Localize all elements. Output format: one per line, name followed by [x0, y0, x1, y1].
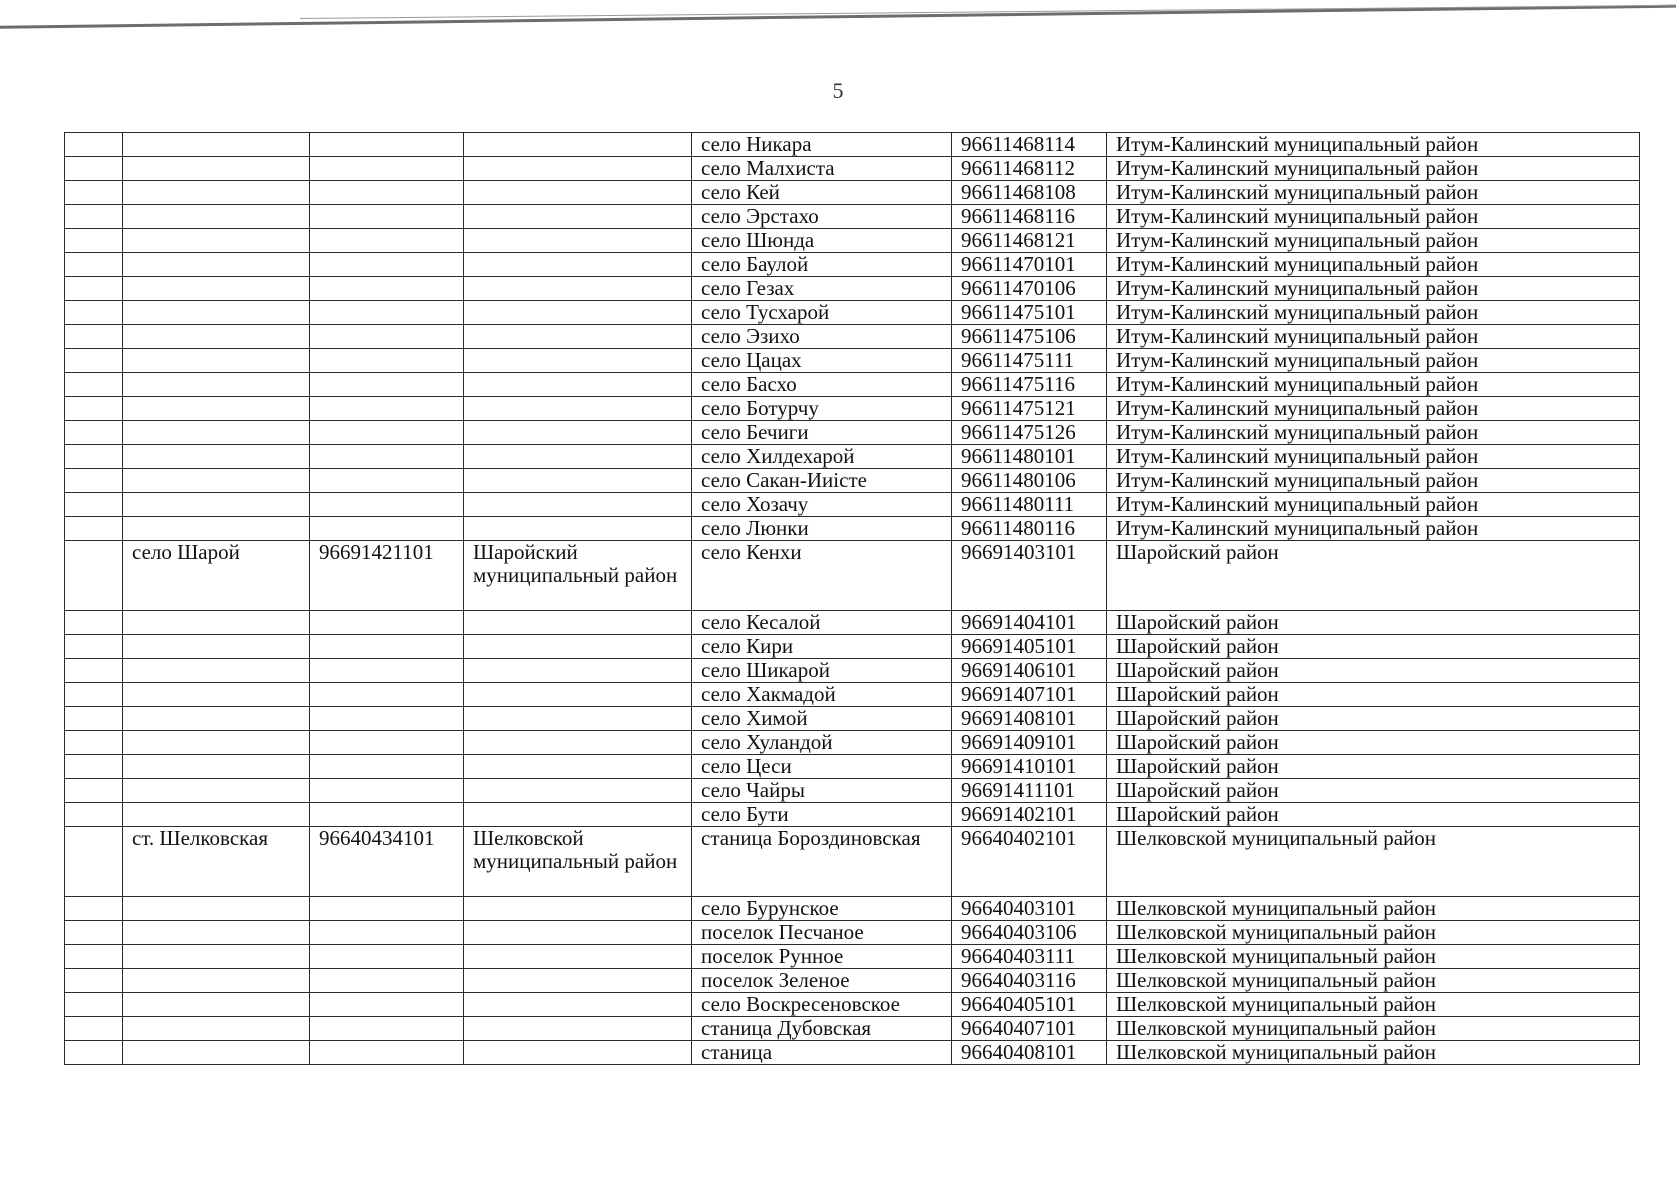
- row-number-cell: [65, 993, 123, 1017]
- settlement-code-cell: 96611480106: [952, 469, 1107, 493]
- admin-center-cell: [123, 517, 310, 541]
- settlement-cell: село Бурунское: [692, 897, 952, 921]
- settlement-cell: село Кенхи: [692, 541, 952, 611]
- district-cell: Шелковской муниципальный район: [1107, 969, 1640, 993]
- district-cell: Итум-Калинский муниципальный район: [1107, 133, 1640, 157]
- admin-center-code-cell: [310, 635, 464, 659]
- table-row: [65, 445, 1640, 469]
- admin-center-cell: [123, 969, 310, 993]
- table-row: [65, 325, 1640, 349]
- admin-center-cell: [123, 1017, 310, 1041]
- municipal-district-cell: [464, 779, 692, 803]
- row-number-cell: [65, 181, 123, 205]
- admin-center-cell: [123, 229, 310, 253]
- settlement-code-cell: 96691409101: [952, 731, 1107, 755]
- admin-center-cell: [123, 779, 310, 803]
- municipal-district-cell: [464, 683, 692, 707]
- municipal-district-cell: Шелковской муниципальный район: [464, 827, 692, 897]
- district-cell: Итум-Калинский муниципальный район: [1107, 421, 1640, 445]
- admin-center-cell: [123, 659, 310, 683]
- table-row: [65, 277, 1640, 301]
- admin-center-code-cell: [310, 397, 464, 421]
- municipal-district-cell: [464, 421, 692, 445]
- admin-center-code-cell: [310, 181, 464, 205]
- row-number-cell: [65, 683, 123, 707]
- table-row: [65, 229, 1640, 253]
- settlement-cell: поселок Зеленое: [692, 969, 952, 993]
- table-row: [65, 253, 1640, 277]
- municipal-district-cell: [464, 945, 692, 969]
- district-cell: Шаройский район: [1107, 755, 1640, 779]
- scan-edge: [0, 0, 1676, 40]
- table-row: [65, 897, 1640, 921]
- settlement-code-cell: 96611475106: [952, 325, 1107, 349]
- row-number-cell: [65, 469, 123, 493]
- district-cell: Итум-Калинский муниципальный район: [1107, 229, 1640, 253]
- settlement-cell: село Сакан-Ииiсте: [692, 469, 952, 493]
- settlement-code-cell: 96611475121: [952, 397, 1107, 421]
- row-number-cell: [65, 517, 123, 541]
- district-cell: Шаройский район: [1107, 611, 1640, 635]
- admin-center-cell: [123, 469, 310, 493]
- settlement-cell: село Кесалой: [692, 611, 952, 635]
- row-number-cell: [65, 945, 123, 969]
- settlement-code-cell: 96691403101: [952, 541, 1107, 611]
- table-row: [65, 921, 1640, 945]
- admin-center-code-cell: [310, 1041, 464, 1065]
- admin-center-cell: [123, 325, 310, 349]
- settlement-cell: село Хакмадой: [692, 683, 952, 707]
- row-number-cell: [65, 969, 123, 993]
- settlement-code-cell: 96691402101: [952, 803, 1107, 827]
- table-row: [65, 133, 1640, 157]
- admin-center-code-cell: [310, 325, 464, 349]
- settlement-code-cell: 96640405101: [952, 993, 1107, 1017]
- settlement-cell: село Хозачу: [692, 493, 952, 517]
- admin-center-cell: [123, 445, 310, 469]
- settlement-cell: село Бечиги: [692, 421, 952, 445]
- admin-center-code-cell: [310, 707, 464, 731]
- admin-center-code-cell: [310, 1017, 464, 1041]
- admin-center-code-cell: [310, 993, 464, 1017]
- settlement-cell: село Кири: [692, 635, 952, 659]
- settlement-code-cell: 96691407101: [952, 683, 1107, 707]
- municipal-district-cell: [464, 181, 692, 205]
- district-cell: Шелковской муниципальный район: [1107, 1041, 1640, 1065]
- district-cell: Шаройский район: [1107, 541, 1640, 611]
- settlement-code-cell: 96640408101: [952, 1041, 1107, 1065]
- settlement-code-cell: 96611468114: [952, 133, 1107, 157]
- admin-center-cell: [123, 421, 310, 445]
- district-cell: Шелковской муниципальный район: [1107, 897, 1640, 921]
- admin-center-cell: [123, 635, 310, 659]
- municipal-district-cell: [464, 277, 692, 301]
- table-body: [65, 133, 1640, 1065]
- admin-center-code-cell: [310, 755, 464, 779]
- row-number-cell: [65, 277, 123, 301]
- settlement-cell: поселок Рунное: [692, 945, 952, 969]
- settlement-code-cell: 96611480116: [952, 517, 1107, 541]
- row-number-cell: [65, 707, 123, 731]
- municipal-district-cell: [464, 921, 692, 945]
- row-number-cell: [65, 635, 123, 659]
- admin-center-cell: [123, 349, 310, 373]
- district-cell: Итум-Калинский муниципальный район: [1107, 373, 1640, 397]
- settlement-cell: село Шюнда: [692, 229, 952, 253]
- settlement-code-cell: 96611475111: [952, 349, 1107, 373]
- admin-center-cell: [123, 707, 310, 731]
- district-cell: Шаройский район: [1107, 683, 1640, 707]
- settlement-code-cell: 96640403101: [952, 897, 1107, 921]
- admin-center-cell: [123, 253, 310, 277]
- table-row: [65, 157, 1640, 181]
- settlement-cell: станица: [692, 1041, 952, 1065]
- table-row: [65, 541, 1640, 611]
- settlement-cell: село Шикарой: [692, 659, 952, 683]
- admin-center-cell: [123, 493, 310, 517]
- district-cell: Итум-Калинский муниципальный район: [1107, 517, 1640, 541]
- page-number: 5: [832, 78, 844, 103]
- row-number-cell: [65, 779, 123, 803]
- table-row: [65, 683, 1640, 707]
- admin-center-code-cell: 96691421101: [310, 541, 464, 611]
- table-row: [65, 945, 1640, 969]
- admin-center-code-cell: [310, 945, 464, 969]
- municipal-district-cell: [464, 707, 692, 731]
- municipal-district-cell: [464, 969, 692, 993]
- admin-center-cell: [123, 683, 310, 707]
- table-row: [65, 517, 1640, 541]
- admin-center-code-cell: [310, 803, 464, 827]
- district-cell: Шелковской муниципальный район: [1107, 921, 1640, 945]
- admin-center-cell: [123, 611, 310, 635]
- settlement-code-cell: 96611468108: [952, 181, 1107, 205]
- table-row: [65, 993, 1640, 1017]
- settlement-cell: село Гезах: [692, 277, 952, 301]
- admin-center-cell: [123, 133, 310, 157]
- table-row: [65, 397, 1640, 421]
- row-number-cell: [65, 301, 123, 325]
- admin-center-cell: [123, 755, 310, 779]
- settlement-code-cell: 96691404101: [952, 611, 1107, 635]
- settlement-cell: село Ботурчу: [692, 397, 952, 421]
- district-cell: Итум-Калинский муниципальный район: [1107, 301, 1640, 325]
- settlement-code-cell: 96611470101: [952, 253, 1107, 277]
- municipal-district-cell: [464, 803, 692, 827]
- settlement-cell: село Бути: [692, 803, 952, 827]
- district-cell: Шаройский район: [1107, 635, 1640, 659]
- admin-center-cell: [123, 1041, 310, 1065]
- admin-center-code-cell: [310, 157, 464, 181]
- row-number-cell: [65, 921, 123, 945]
- settlement-code-cell: 96640403106: [952, 921, 1107, 945]
- table-row: [65, 779, 1640, 803]
- admin-center-code-cell: [310, 469, 464, 493]
- table-row: [65, 635, 1640, 659]
- municipal-district-cell: [464, 373, 692, 397]
- settlement-cell: село Баулой: [692, 253, 952, 277]
- settlement-code-cell: 96611475126: [952, 421, 1107, 445]
- admin-center-code-cell: [310, 277, 464, 301]
- settlement-cell: село Эзихо: [692, 325, 952, 349]
- settlement-code-cell: 96611470106: [952, 277, 1107, 301]
- district-cell: Итум-Калинский муниципальный район: [1107, 325, 1640, 349]
- scan-edge-line: [0, 4, 1676, 29]
- admin-center-cell: село Шарой: [123, 541, 310, 611]
- table-row: [65, 755, 1640, 779]
- admin-center-cell: [123, 731, 310, 755]
- admin-center-cell: [123, 277, 310, 301]
- admin-center-code-cell: [310, 349, 464, 373]
- admin-center-code-cell: [310, 421, 464, 445]
- district-cell: Итум-Калинский муниципальный район: [1107, 397, 1640, 421]
- settlement-code-cell: 96691410101: [952, 755, 1107, 779]
- municipal-district-cell: [464, 469, 692, 493]
- row-number-cell: [65, 133, 123, 157]
- admin-center-code-cell: [310, 445, 464, 469]
- admin-center-code-cell: [310, 897, 464, 921]
- settlement-cell: село Люнки: [692, 517, 952, 541]
- settlement-code-cell: 96640403116: [952, 969, 1107, 993]
- row-number-cell: [65, 205, 123, 229]
- district-cell: Шаройский район: [1107, 803, 1640, 827]
- district-cell: Итум-Калинский муниципальный район: [1107, 181, 1640, 205]
- admin-center-code-cell: [310, 731, 464, 755]
- municipal-district-cell: [464, 493, 692, 517]
- settlement-cell: село Цеси: [692, 755, 952, 779]
- settlement-cell: село Воскресеновское: [692, 993, 952, 1017]
- district-cell: Итум-Калинский муниципальный район: [1107, 253, 1640, 277]
- settlement-cell: село Химой: [692, 707, 952, 731]
- admin-center-cell: ст. Шелковская: [123, 827, 310, 897]
- table-row: [65, 469, 1640, 493]
- admin-center-cell: [123, 397, 310, 421]
- municipal-district-cell: [464, 659, 692, 683]
- admin-center-cell: [123, 205, 310, 229]
- admin-center-code-cell: [310, 683, 464, 707]
- row-number-cell: [65, 349, 123, 373]
- municipal-district-cell: [464, 157, 692, 181]
- row-number-cell: [65, 659, 123, 683]
- municipal-district-cell: [464, 205, 692, 229]
- table-row: [65, 827, 1640, 897]
- district-cell: Шелковской муниципальный район: [1107, 993, 1640, 1017]
- table-row: [65, 731, 1640, 755]
- municipal-district-cell: [464, 253, 692, 277]
- row-number-cell: [65, 421, 123, 445]
- settlement-register-table: [64, 132, 1640, 1065]
- municipal-district-cell: [464, 445, 692, 469]
- district-cell: Шаройский район: [1107, 659, 1640, 683]
- settlement-code-cell: 96611475116: [952, 373, 1107, 397]
- row-number-cell: [65, 325, 123, 349]
- row-number-cell: [65, 445, 123, 469]
- municipal-district-cell: [464, 993, 692, 1017]
- district-cell: Итум-Калинский муниципальный район: [1107, 205, 1640, 229]
- admin-center-cell: [123, 803, 310, 827]
- admin-center-cell: [123, 157, 310, 181]
- settlement-code-cell: 96691406101: [952, 659, 1107, 683]
- settlement-code-cell: 96611480111: [952, 493, 1107, 517]
- settlement-code-cell: 96691405101: [952, 635, 1107, 659]
- settlement-code-cell: 96640403111: [952, 945, 1107, 969]
- district-cell: Итум-Калинский муниципальный район: [1107, 157, 1640, 181]
- admin-center-code-cell: [310, 611, 464, 635]
- table-row: [65, 707, 1640, 731]
- settlement-code-cell: 96691411101: [952, 779, 1107, 803]
- settlement-cell: село Малхиста: [692, 157, 952, 181]
- admin-center-code-cell: [310, 205, 464, 229]
- admin-center-code-cell: [310, 373, 464, 397]
- row-number-cell: [65, 897, 123, 921]
- admin-center-code-cell: [310, 659, 464, 683]
- row-number-cell: [65, 541, 123, 611]
- settlement-cell: село Эрстахо: [692, 205, 952, 229]
- settlement-code-cell: 96611475101: [952, 301, 1107, 325]
- municipal-district-cell: [464, 1017, 692, 1041]
- admin-center-cell: [123, 301, 310, 325]
- admin-center-code-cell: [310, 301, 464, 325]
- admin-center-code-cell: [310, 493, 464, 517]
- table-row: [65, 181, 1640, 205]
- settlement-cell: село Тусхарой: [692, 301, 952, 325]
- district-cell: Итум-Калинский муниципальный район: [1107, 469, 1640, 493]
- row-number-cell: [65, 755, 123, 779]
- settlement-code-cell: 96691408101: [952, 707, 1107, 731]
- admin-center-code-cell: [310, 779, 464, 803]
- municipal-district-cell: [464, 133, 692, 157]
- table-row: [65, 301, 1640, 325]
- row-number-cell: [65, 827, 123, 897]
- municipal-district-cell: [464, 229, 692, 253]
- settlement-cell: станица Дубовская: [692, 1017, 952, 1041]
- municipal-district-cell: [464, 755, 692, 779]
- admin-center-cell: [123, 921, 310, 945]
- table-row: [65, 493, 1640, 517]
- district-cell: Итум-Калинский муниципальный район: [1107, 349, 1640, 373]
- row-number-cell: [65, 157, 123, 181]
- row-number-cell: [65, 1041, 123, 1065]
- settlement-code-cell: 96640407101: [952, 1017, 1107, 1041]
- table-row: [65, 349, 1640, 373]
- admin-center-cell: [123, 373, 310, 397]
- settlement-cell: поселок Песчаное: [692, 921, 952, 945]
- municipal-district-cell: [464, 731, 692, 755]
- settlement-cell: село Хуландой: [692, 731, 952, 755]
- district-cell: Шаройский район: [1107, 779, 1640, 803]
- municipal-district-cell: [464, 611, 692, 635]
- table-row: [65, 969, 1640, 993]
- settlement-cell: село Чайры: [692, 779, 952, 803]
- admin-center-code-cell: [310, 969, 464, 993]
- table-row: [65, 421, 1640, 445]
- admin-center-code-cell: [310, 229, 464, 253]
- district-cell: Итум-Калинский муниципальный район: [1107, 445, 1640, 469]
- municipal-district-cell: [464, 517, 692, 541]
- row-number-cell: [65, 229, 123, 253]
- table-row: [65, 1041, 1640, 1065]
- row-number-cell: [65, 397, 123, 421]
- table-row: [65, 205, 1640, 229]
- municipal-district-cell: [464, 897, 692, 921]
- district-cell: Итум-Калинский муниципальный район: [1107, 277, 1640, 301]
- settlement-cell: станица Бороздиновская: [692, 827, 952, 897]
- admin-center-code-cell: [310, 253, 464, 277]
- row-number-cell: [65, 731, 123, 755]
- row-number-cell: [65, 803, 123, 827]
- admin-center-cell: [123, 897, 310, 921]
- table-row: [65, 1017, 1640, 1041]
- admin-center-cell: [123, 181, 310, 205]
- settlement-cell: село Кей: [692, 181, 952, 205]
- municipal-district-cell: [464, 325, 692, 349]
- table-row: [65, 611, 1640, 635]
- district-cell: Шелковской муниципальный район: [1107, 827, 1640, 897]
- settlement-cell: село Хилдехарой: [692, 445, 952, 469]
- district-cell: Шаройский район: [1107, 707, 1640, 731]
- row-number-cell: [65, 611, 123, 635]
- admin-center-cell: [123, 993, 310, 1017]
- settlement-code-cell: 96611468112: [952, 157, 1107, 181]
- settlement-cell: село Никара: [692, 133, 952, 157]
- municipal-district-cell: [464, 349, 692, 373]
- settlement-code-cell: 96611480101: [952, 445, 1107, 469]
- admin-center-code-cell: [310, 921, 464, 945]
- row-number-cell: [65, 253, 123, 277]
- settlement-code-cell: 96611468116: [952, 205, 1107, 229]
- row-number-cell: [65, 373, 123, 397]
- table-row: [65, 803, 1640, 827]
- settlement-code-cell: 96640402101: [952, 827, 1107, 897]
- municipal-district-cell: Шаройский муниципальный район: [464, 541, 692, 611]
- row-number-cell: [65, 493, 123, 517]
- district-cell: Итум-Калинский муниципальный район: [1107, 493, 1640, 517]
- municipal-district-cell: [464, 301, 692, 325]
- settlement-cell: село Цацах: [692, 349, 952, 373]
- row-number-cell: [65, 1017, 123, 1041]
- table-row: [65, 373, 1640, 397]
- table-row: [65, 659, 1640, 683]
- settlement-cell: село Басхо: [692, 373, 952, 397]
- district-cell: Шелковской муниципальный район: [1107, 1017, 1640, 1041]
- municipal-district-cell: [464, 397, 692, 421]
- admin-center-code-cell: 96640434101: [310, 827, 464, 897]
- municipal-district-cell: [464, 635, 692, 659]
- scan-edge-line-faint: [300, 5, 1676, 19]
- settlement-code-cell: 96611468121: [952, 229, 1107, 253]
- municipal-district-cell: [464, 1041, 692, 1065]
- admin-center-code-cell: [310, 517, 464, 541]
- district-cell: Шелковской муниципальный район: [1107, 945, 1640, 969]
- admin-center-code-cell: [310, 133, 464, 157]
- admin-center-cell: [123, 945, 310, 969]
- district-cell: Шаройский район: [1107, 731, 1640, 755]
